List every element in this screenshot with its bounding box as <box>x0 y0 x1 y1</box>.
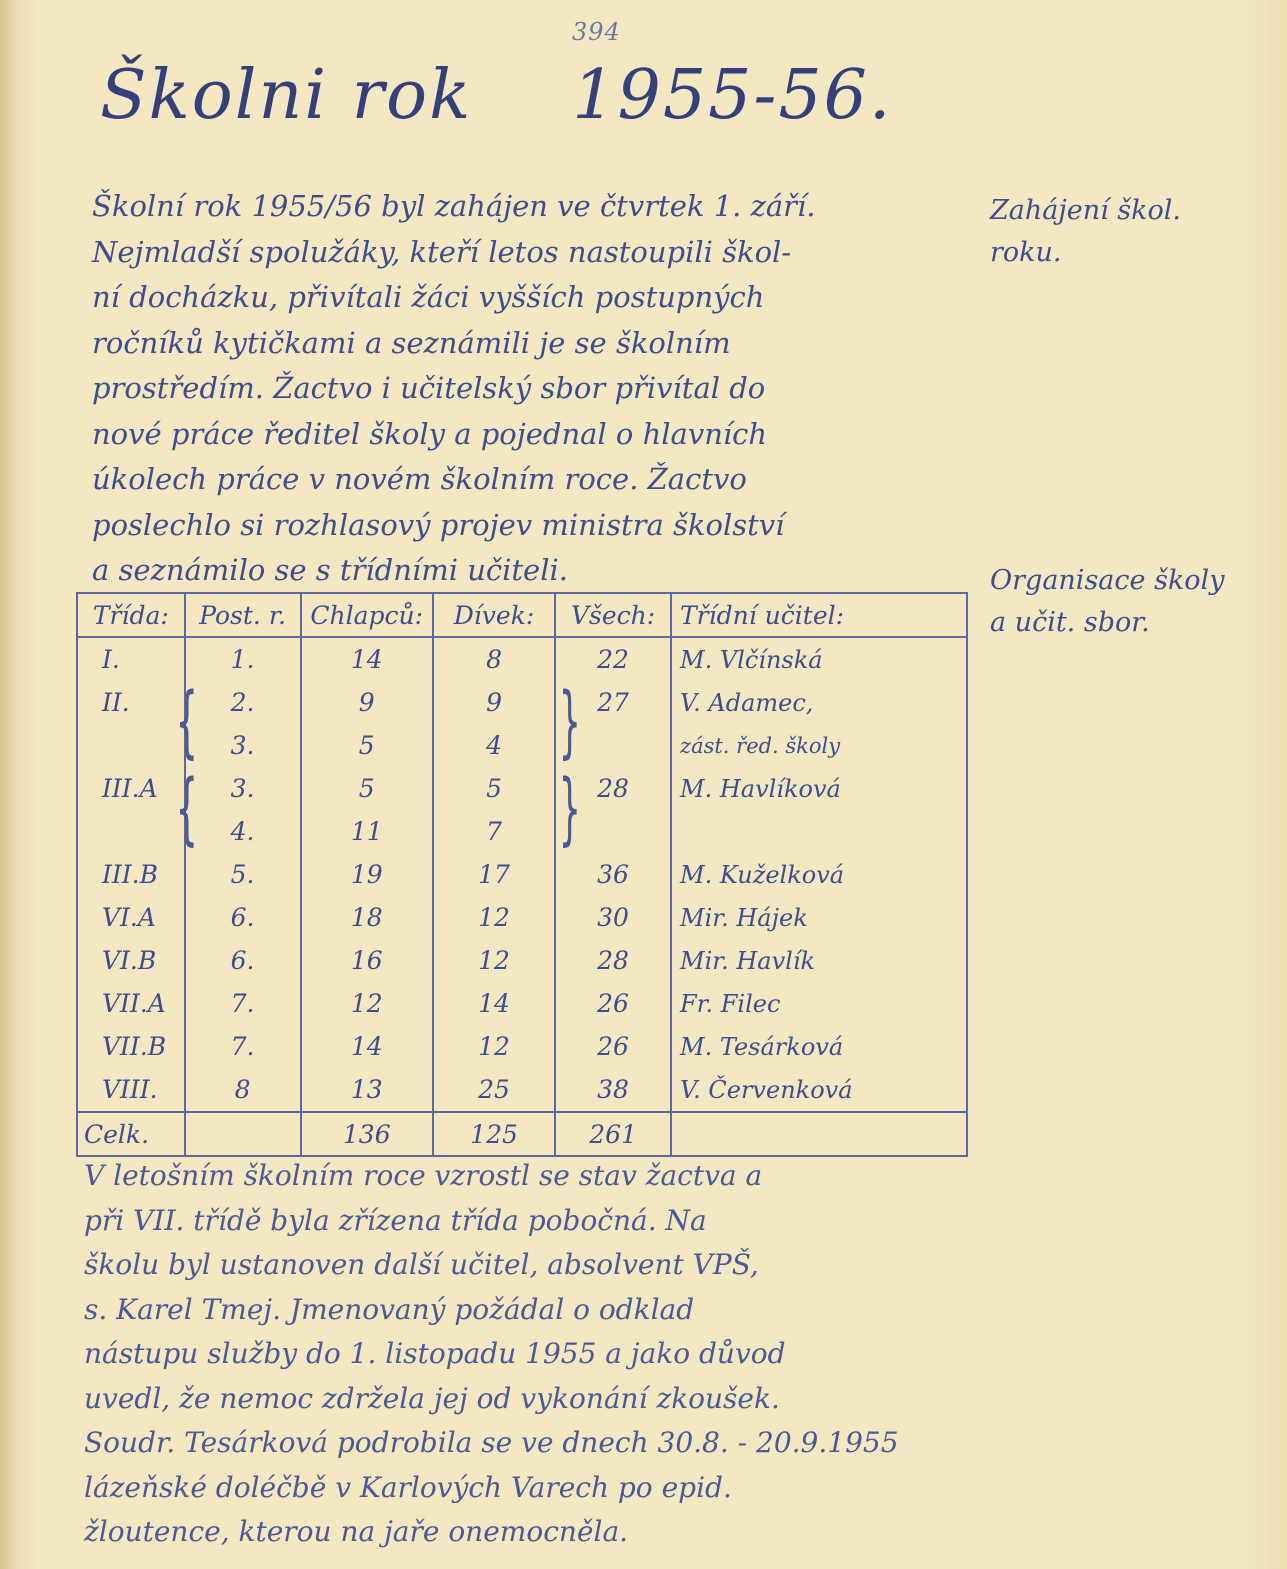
text-line: Nejmladší spolužáky, kteří letos nastoupili škol- <box>92 234 792 269</box>
text-line: s. Karel Tmej. Jmenovaný požádal o odklad <box>84 1292 695 1326</box>
brace-total-iiia: } <box>558 764 581 854</box>
text-line: školu byl ustanoven další učitel, absolvent VPŠ, <box>84 1248 759 1281</box>
cell-girls: 12 <box>433 1025 555 1068</box>
text-line: a seznámilo se s třídními učiteli. <box>92 553 568 587</box>
cell-total: 27 <box>555 681 671 724</box>
cell-girls: 25 <box>433 1068 555 1112</box>
total-teacher-empty <box>671 1112 967 1156</box>
cell-grade: 2. <box>185 681 301 724</box>
cell-teacher: Fr. Filec <box>671 982 967 1025</box>
cell-boys: 14 <box>301 637 433 681</box>
cell-boys: 18 <box>301 896 433 939</box>
header-class: Třída: <box>77 593 185 637</box>
title-year: 1955-56. <box>572 56 893 135</box>
page-title <box>100 56 892 135</box>
cell-boys: 5 <box>301 767 433 810</box>
cell-teacher: V. Adamec, <box>671 681 967 724</box>
cell-boys: 14 <box>301 1025 433 1068</box>
margin-note-school-start <box>990 190 1181 274</box>
cell-girls: 17 <box>433 853 555 896</box>
table-row <box>77 767 967 810</box>
cell-class: I. <box>77 637 185 681</box>
table-row <box>77 637 967 681</box>
table-row <box>77 681 967 724</box>
table-row <box>77 896 967 939</box>
text-line: úkolech práce v novém školním roce. Žactvo <box>92 462 747 496</box>
cell-class: III.B <box>77 853 185 896</box>
header-girls: Dívek: <box>433 593 555 637</box>
text-line: Školní rok 1955/56 byl zahájen ve čtvrtek 1. září. <box>92 189 816 223</box>
cell-boys: 5 <box>301 724 433 767</box>
cell-girls: 7 <box>433 810 555 853</box>
text-line: lázeňské doléčbě v Karlových Varech po epid. <box>84 1470 732 1504</box>
margin-note-line: roku. <box>990 237 1062 268</box>
table-row <box>77 810 967 853</box>
cell-total: 22 <box>555 637 671 681</box>
cell-grade: 6. <box>185 896 301 939</box>
total-label: Celk. <box>77 1112 185 1156</box>
table-row <box>77 939 967 982</box>
cell-grade: 6. <box>185 939 301 982</box>
cell-class: III.A <box>77 767 185 810</box>
text-line: ročníků kytičkami a seznámili je se školním <box>92 325 731 360</box>
cell-teacher: Mir. Havlík <box>671 939 967 982</box>
cell-total: 30 <box>555 896 671 939</box>
cell-girls: 12 <box>433 939 555 982</box>
cell-grade: 1. <box>185 637 301 681</box>
margin-note-line: Organisace školy <box>990 565 1225 596</box>
cell-class: VI.A <box>77 896 185 939</box>
cell-class: VII.A <box>77 982 185 1025</box>
class-table <box>76 592 968 1157</box>
table-row <box>77 982 967 1025</box>
total-grade-empty <box>185 1112 301 1156</box>
cell-girls: 12 <box>433 896 555 939</box>
cell-total: 28 <box>555 939 671 982</box>
cell-total: 38 <box>555 1068 671 1112</box>
cell-grade: 7. <box>185 982 301 1025</box>
cell-total: 28 <box>555 767 671 810</box>
cell-boys: 9 <box>301 681 433 724</box>
cell-class: VIII. <box>77 1068 185 1112</box>
cell-class: VII.B <box>77 1025 185 1068</box>
cell-total: 26 <box>555 1025 671 1068</box>
page-number: 394 <box>572 18 621 46</box>
cell-grade: 7. <box>185 1025 301 1068</box>
cell-boys: 16 <box>301 939 433 982</box>
text-line: ní docházku, přivítali žáci vyšších postupných <box>92 280 765 314</box>
header-total: Všech: <box>555 593 671 637</box>
brace-class-iiia: { <box>175 764 198 854</box>
closing-paragraph <box>84 1154 1034 1555</box>
cell-boys: 13 <box>301 1068 433 1112</box>
brace-total-ii: } <box>558 677 581 767</box>
total-girls: 125 <box>433 1112 555 1156</box>
cell-class <box>77 810 185 853</box>
text-line: žloutence, kterou na jaře onemocněla. <box>84 1515 629 1548</box>
cell-teacher: M. Kuželková <box>671 853 967 896</box>
margin-note-line: a učit. sbor. <box>990 607 1150 638</box>
text-line: nové práce ředitel školy a pojednal o hlavních <box>92 416 768 451</box>
text-line: V letošním školním roce vzrostl se stav žactva a <box>84 1159 763 1192</box>
table-header-row <box>77 593 967 637</box>
cell-girls: 8 <box>433 637 555 681</box>
intro-paragraph <box>92 184 972 594</box>
cell-grade: 4. <box>185 810 301 853</box>
cell-girls: 5 <box>433 767 555 810</box>
cell-boys: 11 <box>301 810 433 853</box>
cell-boys: 19 <box>301 853 433 896</box>
cell-girls: 14 <box>433 982 555 1025</box>
cell-grade: 8 <box>185 1068 301 1112</box>
table-row <box>77 1068 967 1112</box>
table-row <box>77 724 967 767</box>
header-boys: Chlapců: <box>301 593 433 637</box>
cell-teacher: V. Červenková <box>671 1068 967 1112</box>
margin-note-line: Zahájení škol. <box>990 195 1181 226</box>
cell-teacher: zást. řed. školy <box>671 724 967 767</box>
header-teacher: Třídní učitel: <box>671 593 967 637</box>
header-grade: Post. r. <box>185 593 301 637</box>
cell-teacher: M. Havlíková <box>671 767 967 810</box>
text-line: poslechlo si rozhlasový projev ministra školství <box>92 507 785 542</box>
cell-grade: 3. <box>185 767 301 810</box>
cell-girls: 9 <box>433 681 555 724</box>
text-line: uvedl, že nemoc zdržela jej od vykonání zkoušek. <box>84 1381 780 1415</box>
total-all: 261 <box>555 1112 671 1156</box>
cell-class: VI.B <box>77 939 185 982</box>
cell-total: 36 <box>555 853 671 896</box>
cell-class: II. <box>77 681 185 724</box>
cell-girls: 4 <box>433 724 555 767</box>
text-line: nástupu služby do 1. listopadu 1955 a jako důvod <box>84 1337 786 1370</box>
cell-teacher: M. Tesárková <box>671 1025 967 1068</box>
text-line: prostředím. Žactvo i učitelský sbor přivítal do <box>92 371 766 405</box>
table-row <box>77 853 967 896</box>
cell-boys: 12 <box>301 982 433 1025</box>
cell-grade: 3. <box>185 724 301 767</box>
cell-teacher: M. Vlčínská <box>671 637 967 681</box>
text-line: při VII. třídě byla zřízena třída pobočná. Na <box>84 1203 707 1237</box>
cell-teacher <box>671 810 967 853</box>
table-total-row <box>77 1112 967 1156</box>
brace-class-ii: { <box>175 677 198 767</box>
cell-total: 26 <box>555 982 671 1025</box>
margin-note-organisation <box>990 560 1224 644</box>
cell-class <box>77 724 185 767</box>
table-row <box>77 1025 967 1068</box>
text-line: Soudr. Tesárková podrobila se ve dnech 30.8. - 20.9.1955 <box>84 1426 899 1459</box>
cell-grade: 5. <box>185 853 301 896</box>
title-label: Školni rok <box>100 56 473 135</box>
cell-teacher: Mir. Hájek <box>671 896 967 939</box>
total-boys: 136 <box>301 1112 433 1156</box>
